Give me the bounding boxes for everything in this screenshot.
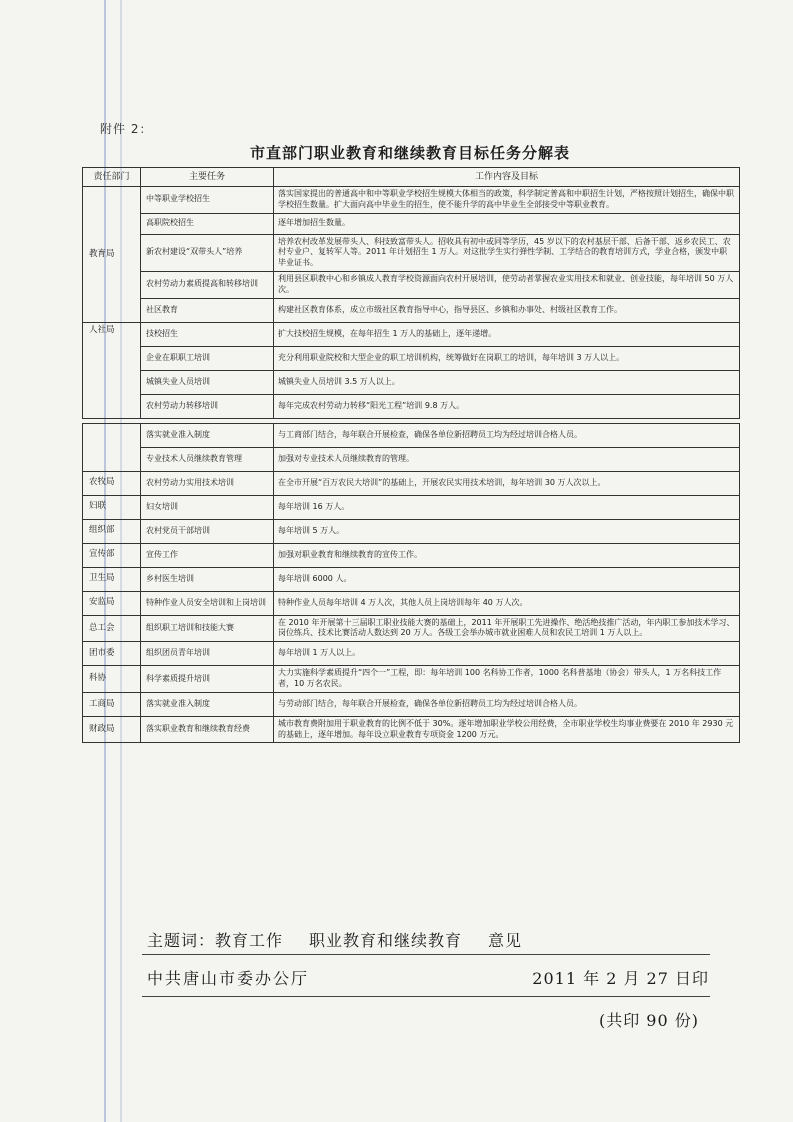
table-row <box>83 187 740 214</box>
table-row <box>83 567 740 591</box>
department-cell: 人社局 <box>83 322 141 418</box>
department-cell: 安监局 <box>83 591 141 615</box>
table-row <box>83 692 740 716</box>
document-title: 市直部门职业教育和继续教育目标任务分解表 <box>249 144 570 162</box>
content-goal-cell: 利用县区职教中心和乡镇成人教育学校资源面向农村开展培训，使劳动者掌握农业实用技术和就业、创业技能，每年培训 50 万人次。 <box>274 271 740 298</box>
table-row <box>83 471 740 495</box>
table-row <box>83 271 740 298</box>
content-goal-cell: 每年培训 6000 人。 <box>274 567 740 591</box>
content-goal-cell: 加强对专业技术人员继续教育的管理。 <box>274 447 740 471</box>
table-row <box>83 716 740 743</box>
subject-keywords <box>147 928 548 951</box>
table-row <box>83 591 740 615</box>
content-goal-cell: 每年培训 1 万人以上。 <box>274 642 740 666</box>
main-task-cell: 专业技术人员继续教育管理 <box>141 447 274 471</box>
table-row <box>83 495 740 519</box>
content-goal-cell: 与劳动部门结合，每年联合开展检查，确保各单位新招聘员工均为经过培训合格人员。 <box>274 692 740 716</box>
main-task-cell: 妇女培训 <box>141 495 274 519</box>
table-row <box>83 543 740 567</box>
content-goal-cell: 逐年增加招生数量。 <box>274 213 740 234</box>
main-task-cell: 农村劳动力转移培训 <box>141 394 274 418</box>
table-header-row <box>83 168 740 187</box>
department-cell: 妇联 <box>83 495 141 519</box>
table-row <box>83 394 740 418</box>
issuing-office: 中共唐山市委办公厅 <box>147 969 310 988</box>
table-row <box>83 370 740 394</box>
content-goal-cell: 每年完成农村劳动力转移“阳光工程”培训 9.8 万人。 <box>274 394 740 418</box>
content-goal-cell: 充分利用职业院校和大型企业的职工培训机构，统筹做好在岗职工的培训，每年培训 3 万人以上。 <box>274 346 740 370</box>
main-task-cell: 特种作业人员安全培训和上岗培训 <box>141 591 274 615</box>
content-goal-cell: 城市教育费附加用于职业教育的比例不低于 30%。逐年增加职业学校公用经费，全市职业学校生均事业费要在 2010 年 2930 元的基础上，逐年增加。每年设立职业教育专项资金 1200 万元。 <box>274 716 740 743</box>
department-cell: 团市委 <box>83 642 141 666</box>
main-task-cell: 中等职业学校招生 <box>141 187 274 214</box>
department-cell: 宣传部 <box>83 543 141 567</box>
header-content-goal: 工作内容及目标 <box>274 168 740 187</box>
main-task-cell: 宣传工作 <box>141 543 274 567</box>
main-task-cell: 组织职工培训和技能大赛 <box>141 615 274 642</box>
table-row <box>83 447 740 471</box>
content-goal-cell: 每年培训 16 万人。 <box>274 495 740 519</box>
table-row <box>83 666 740 693</box>
content-goal-cell: 扩大技校招生规模，在每年招生 1 万人的基础上，逐年递增。 <box>274 322 740 346</box>
department-cell: 工商局 <box>83 692 141 716</box>
header-main-task: 主要任务 <box>141 168 274 187</box>
department-cell: 教育局 <box>83 187 141 323</box>
content-goal-cell: 与工商部门结合，每年联合开展检查，确保各单位新招聘员工均为经过培训合格人员。 <box>274 423 740 447</box>
content-goal-cell: 大力实施科学素质提升“四个一”工程，即：每年培训 100 名科协工作者，1000 名科普基地（协会）带头人，1 万名科技工作者，10 万名农民。 <box>274 666 740 693</box>
header-department: 责任部门 <box>83 168 141 187</box>
divider-line <box>142 954 710 955</box>
main-task-cell: 新农村建设“双带头人”培养 <box>141 234 274 271</box>
main-task-cell: 技校招生 <box>141 322 274 346</box>
divider-line <box>142 996 710 997</box>
main-task-cell: 农村劳动力实用技术培训 <box>141 471 274 495</box>
department-cell <box>83 423 141 471</box>
keyword: 教育工作 <box>215 931 284 950</box>
keyword: 意见 <box>488 931 523 950</box>
content-goal-cell: 落实国家提出的普通高中和中等职业学校招生规模大体相当的政策，科学制定普高和中职招生计划，严格按照计划招生，确保中职学校招生数量。扩大面向高中毕业生的招生，使不能升学的高中毕业生全部接受中等职业教育。 <box>274 187 740 214</box>
main-task-cell: 城镇失业人员培训 <box>141 370 274 394</box>
content-goal-cell: 每年培训 5 万人。 <box>274 519 740 543</box>
main-task-cell: 落实就业准入制度 <box>141 692 274 716</box>
content-goal-cell: 构建社区教育体系，成立市级社区教育指导中心，指导县区、乡镇和办事处、村级社区教育工作。 <box>274 298 740 322</box>
main-task-cell: 农村党员干部培训 <box>141 519 274 543</box>
department-cell: 农牧局 <box>83 471 141 495</box>
table-row <box>83 234 740 271</box>
main-task-cell: 社区教育 <box>141 298 274 322</box>
main-task-cell: 组织团员青年培训 <box>141 642 274 666</box>
content-goal-cell: 特种作业人员每年培训 4 万人次，其他人员上岗培训每年 40 万人次。 <box>274 591 740 615</box>
table-row <box>83 346 740 370</box>
table-row <box>83 519 740 543</box>
content-goal-cell: 培养农村改革发展带头人、科技致富带头人。招收具有初中或同等学历，45 岁以下的农村基层干部、后备干部、返乡农民工、农村专业户、复转军人等。2011 年计划招生 1 万人。对这批学生实行弹性学制、工学结合的教育培训方式，学业合格，颁发中职毕业证书。 <box>274 234 740 271</box>
main-task-cell: 农村劳动力素质提高和转移培训 <box>141 271 274 298</box>
content-goal-cell: 在 2010 年开展第十三届职工职业技能大赛的基础上，2011 年开展职工先进操作、绝活绝技推广活动，年内职工参加技术学习、岗位练兵、技术比赛活动人数达到 20 万人。各级工会举办城市就业困难人员和农民工培训 1 万人以上。 <box>274 615 740 642</box>
keyword: 职业教育和继续教育 <box>309 931 463 950</box>
department-cell: 组织部 <box>83 519 141 543</box>
department-cell: 总工会 <box>83 615 141 642</box>
table-body <box>83 187 740 743</box>
table-row <box>83 615 740 642</box>
main-task-cell: 乡村医生培训 <box>141 567 274 591</box>
main-task-cell: 企业在职职工培训 <box>141 346 274 370</box>
main-task-cell: 高职院校招生 <box>141 213 274 234</box>
keywords-label: 主题词： <box>147 931 216 950</box>
content-goal-cell: 城镇失业人员培训 3.5 万人以上。 <box>274 370 740 394</box>
main-task-cell: 科学素质提升培训 <box>141 666 274 693</box>
table-row <box>83 642 740 666</box>
table-row <box>83 322 740 346</box>
department-cell: 科协 <box>83 666 141 693</box>
department-cell: 卫生局 <box>83 567 141 591</box>
department-cell: 财政局 <box>83 716 141 743</box>
task-breakdown-table <box>82 167 740 743</box>
main-task-cell: 落实就业准入制度 <box>141 423 274 447</box>
print-date: 2011 年 2 月 27 日印 <box>532 969 709 988</box>
table-row <box>83 423 740 447</box>
table-row <box>83 298 740 322</box>
attachment-label: 附件 2： <box>100 122 153 136</box>
print-copies: (共印 90 份) <box>598 1011 699 1030</box>
main-task-cell: 落实职业教育和继续教育经费 <box>141 716 274 743</box>
table-row <box>83 213 740 234</box>
content-goal-cell: 加强对职业教育和继续教育的宣传工作。 <box>274 543 740 567</box>
content-goal-cell: 在全市开展“百万农民大培训”的基础上，开展农民实用技术培训，每年培训 30 万人次以上。 <box>274 471 740 495</box>
